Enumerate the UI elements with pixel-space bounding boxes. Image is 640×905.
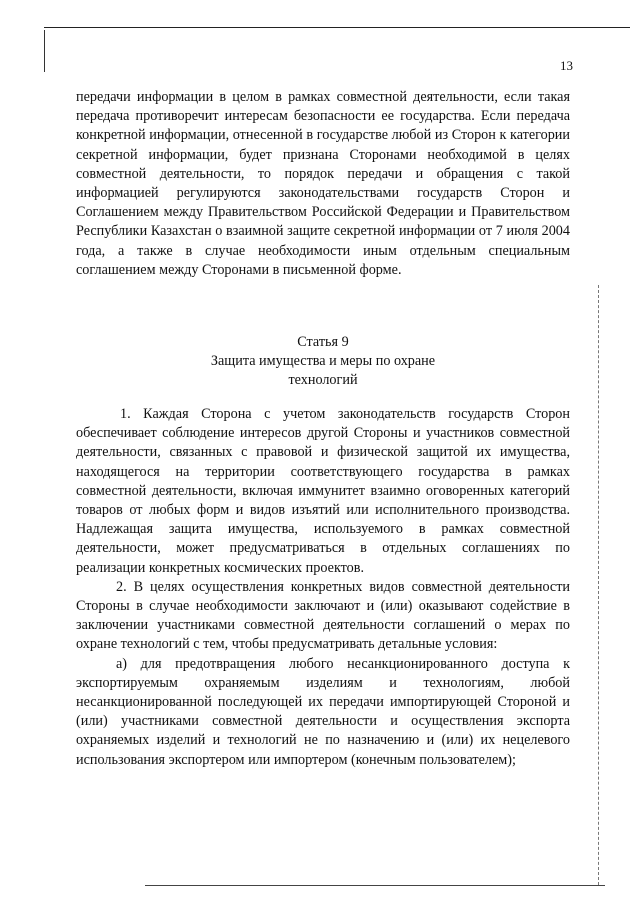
top-border-line (44, 27, 630, 28)
clause-2-a: а) для предотвращения любого несанкционированного доступа к экспортируемым охраняемым изделиям и технологиям, любой несанкционированной последующей их передачи импортирующей Стороной и (или) участниками совместной деятельности и осуществления экспорта охраняемых изделий и технологий не по назначению и (или) их нецелевого использования экспортером или импортером (конечным пользователем); (76, 655, 570, 768)
paragraph-continuation: передачи информации в целом в рамках совместной деятельности, если такая передача противоречит интересам безопасности ее государства. Если передача конкретной информации, отнесенной в государстве любой из Сторон к категории секретной информации, будет признана Сторонами необходимой в целях совместной деятельности, то порядок передачи и обращения с такой информацией регулируются законодательствами государств Сторон и Соглашением между Правительством Российской Федерации и Правительством Республики Казахстан о взаимной защите секретной информации от 7 июля 2004 года, а также в случае необходимости иным отдельным специальным соглашением между Сторонами в письменной форме. (76, 89, 570, 278)
left-margin-mark (44, 30, 45, 72)
article-body (76, 405, 570, 770)
paragraph-top-block (76, 88, 570, 280)
page-number: 13 (560, 58, 573, 73)
article-heading (76, 333, 570, 391)
clause-1: 1. Каждая Сторона с учетом законодательств государств Сторон обеспечивает соблюдение интересов другой Стороны и участников совместной деятельности, связанных с правовой и физической защитой их имущества, находящегося на территории соответствующего государства в рамках совместной деятельности, включая иммунитет взаимно оговоренных категорий товаров от любых форм и видов изъятий или исполнительного производства. Надлежащая защита имущества, используемого в рамках совместной деятельности, может предусматриваться в отдельных соглашениях по реализации конкретных космических проектов. (76, 406, 570, 576)
article-title-line2: технологий (288, 372, 358, 389)
bottom-border-line (145, 885, 605, 886)
article-title-line1: Защита имущества и меры по охране (210, 353, 436, 370)
clause-2: 2. В целях осуществления конкретных видов совместной деятельности Стороны в случае необходимости заключают и (или) оказывают содействие в заключении участниками совместной деятельности соглашений о мерах по охране технологий с тем, чтобы предусматривать детальные условия: (76, 578, 570, 653)
right-margin-mark (598, 285, 599, 885)
article-number: Статья 9 (297, 334, 349, 350)
